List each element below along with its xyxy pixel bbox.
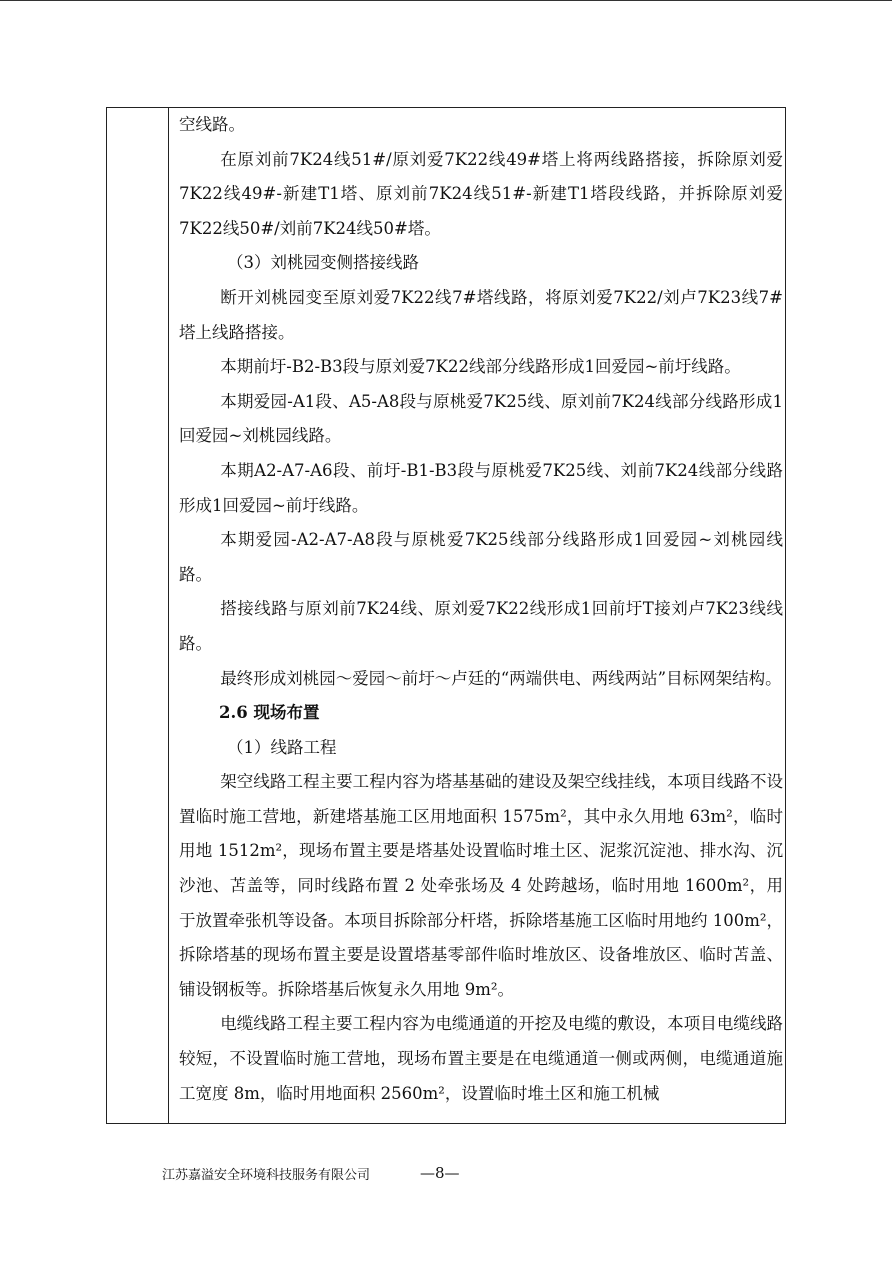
- paragraph: 在原刘前7K24线51#/原刘爱7K22线49#塔上将两线路搭接，拆除原刘爱7K22线49#-新建T1塔、原刘前7K24线51#-新建T1塔段线路，并拆除原刘爱7K22线50#/刘前7K24线50#塔。: [179, 149, 783, 238]
- paragraph: 本期前圩-B2-B3段与原刘爱7K22线部分线路形成1回爱园~前圩线路。: [220, 357, 741, 377]
- paragraph: 电缆线路工程主要工程内容为电缆通道的开挖及电缆的敷设，本项目电缆线路较短，不设置临时施工营地，现场布置主要是在电缆通道一侧或两侧，电缆通道施工宽度 8m，临时用地面积 2560m²，设置临时堆土区和施工机械: [179, 1014, 783, 1103]
- paragraph: 本期A2-A7-A6段、前圩-B1-B3段与原桃爱7K25线、刘前7K24线部分线路形成1回爱园~前圩线路。: [179, 460, 783, 515]
- paragraph: 架空线路工程主要工程内容为塔基基础的建设及架空线挂线，本项目线路不设置临时施工营地，新建塔基施工区用地面积 1575m²，其中永久用地 63m²，临时用地 1512m²，现场布置主要是塔基处设置临时堆土区、泥浆沉淀池、排水沟、沉沙池、苫盖等，同时线路布置 2 处牵张场及 4 处跨越场，临时用地 1600m²，用于放置牵张机等设备。本项目拆除部分杆塔，拆除塔基施工区临时用地约 100m²，拆除塔基的现场布置主要是设置塔基零部件临时堆放区、设备堆放区、临时苫盖、铺设钢板等。拆除塔基后恢复永久用地 9m²。: [179, 772, 783, 999]
- paragraph: 本期爱园-A2-A7-A8段与原桃爱7K25线部分线路形成1回爱园~刘桃园线路。: [179, 530, 783, 584]
- paragraph: 本期爱园-A1段、A5-A8段与原桃爱7K25线、原刘前7K24线部分线路形成1回爱园~刘桃园线路。: [179, 391, 783, 446]
- paragraph: 最终形成刘桃园～爱园～前圩～卢廷的“两端供电、两线两站”目标网架结构。: [220, 668, 782, 688]
- top-rule: [0, 0, 892, 1]
- subsection-heading: （3）刘桃园变侧搭接线路: [227, 253, 419, 273]
- page-number: —8—: [420, 1164, 460, 1182]
- paragraph: 空线路。: [179, 115, 245, 134]
- paragraph: 搭接线路与原刘前7K24线、原刘爱7K22线形成1回前圩T接刘卢7K23线线路。: [179, 599, 783, 653]
- label-column: [107, 108, 169, 1123]
- content-table: [106, 107, 786, 1124]
- footer-company: 江苏嘉溢安全环境科技服务有限公司: [162, 1168, 371, 1183]
- subsection-heading: （1）线路工程: [227, 737, 337, 757]
- section-heading: 2.6 现场布置: [219, 703, 320, 723]
- paragraph: 断开刘桃园变至原刘爱7K22线7#塔线路，将原刘爱7K22/刘卢7K23线7#塔上线路搭接。: [179, 287, 783, 342]
- body-text: [179, 108, 783, 1111]
